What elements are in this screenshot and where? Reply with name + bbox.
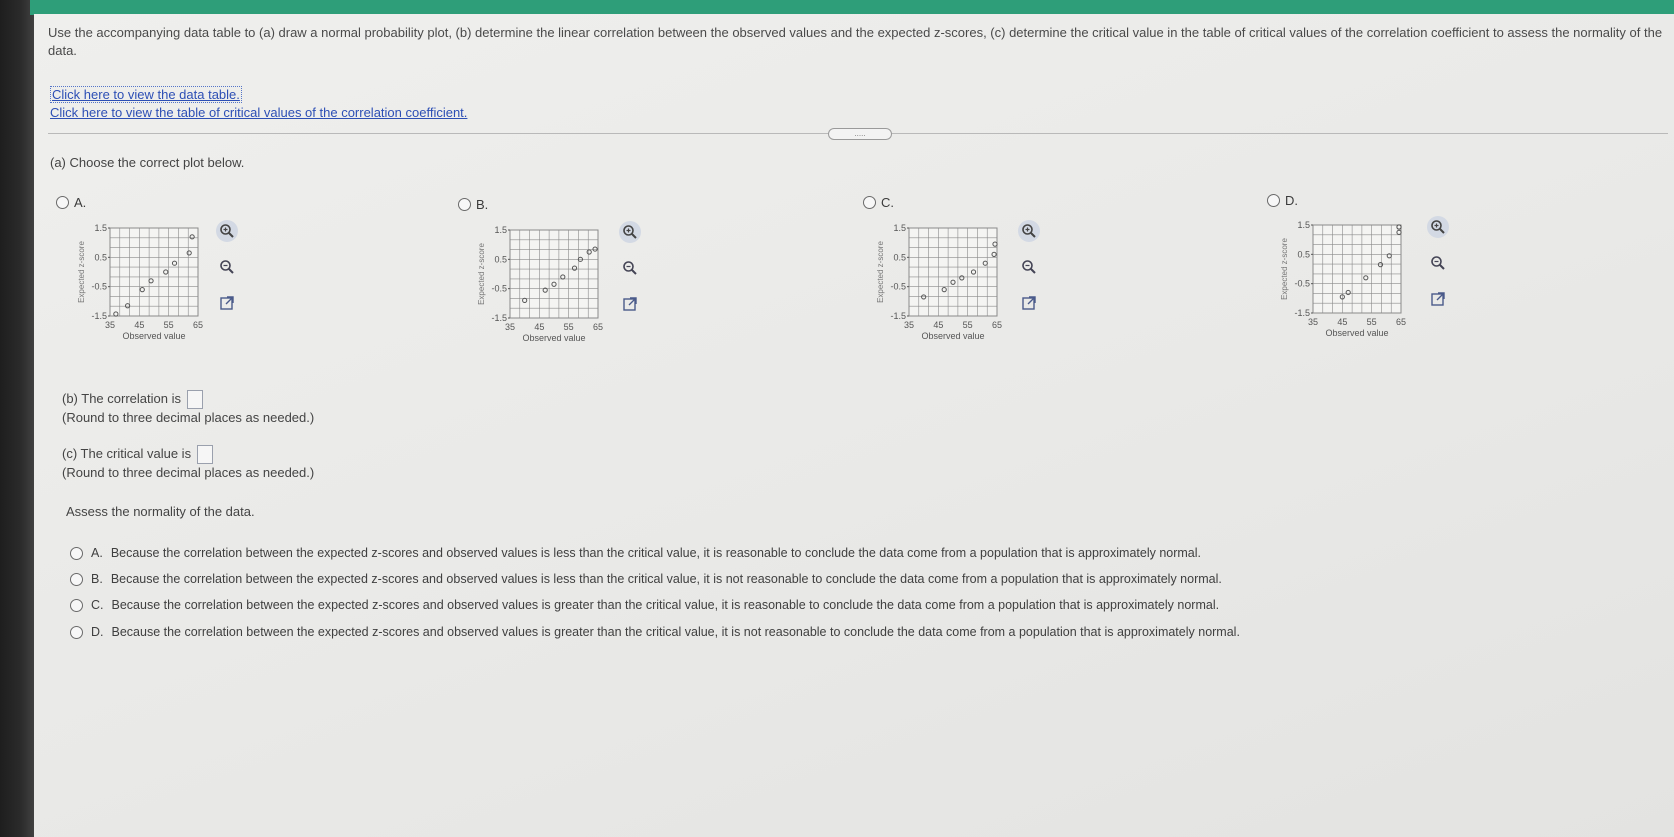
y-tick-label: 0.5 [1297,249,1310,260]
x-tick-label: 65 [592,322,604,332]
x-tick-label: 45 [534,322,545,332]
scatter-plot [464,226,614,356]
plot-option-a[interactable] [56,195,86,210]
x-tick-label: 45 [1337,317,1348,327]
y-tick-label: 1.5 [1297,220,1310,230]
y-axis-label: Expected z-score [1280,238,1289,300]
plot-option-c[interactable] [863,195,894,210]
choice-letter: D. [91,625,104,639]
plot-frame [110,228,198,316]
y-tick-label: -0.5 [890,281,906,292]
y-tick-label: -0.5 [91,281,107,292]
correlation-input[interactable] [187,390,203,409]
y-tick-label: 0.5 [94,252,107,263]
y-axis-label: Expected z-score [477,243,486,305]
plot-d [1267,221,1417,351]
scatter-plot [863,224,1013,354]
plot-b [464,226,614,356]
x-tick-label: 55 [163,320,174,330]
plot-frame [510,230,598,318]
assess-choice-b[interactable] [70,572,1222,586]
x-tick-label: 55 [563,322,574,332]
x-axis-label: Observed value [921,331,985,341]
y-tick-label: -1.5 [91,311,107,321]
x-axis-label: Observed value [522,333,586,343]
x-tick-label: 35 [504,322,516,332]
x-tick-label: 65 [991,320,1003,330]
y-axis-label: Expected z-score [77,241,86,303]
plot-c [863,224,1013,354]
zoom-out-icon[interactable] [1427,252,1449,274]
x-tick-label: 55 [962,320,973,330]
y-tick-label: 0.5 [893,252,906,263]
x-tick-label: 55 [1366,317,1377,327]
critical-values-link[interactable]: Click here to view the table of critical values of the correlation coefficient. [50,105,468,120]
y-tick-label: -0.5 [1294,278,1310,289]
y-tick-label: 1.5 [94,223,107,233]
plot-option-b[interactable] [458,197,488,212]
x-tick-label: 45 [134,320,145,330]
x-axis-label: Observed value [122,331,186,341]
option-letter: D. [1285,193,1298,208]
zoom-out-icon[interactable] [216,256,238,278]
assess-choice-d[interactable] [70,625,1240,639]
y-tick-label: -0.5 [491,283,507,294]
x-axis-label: Observed value [1325,328,1389,338]
assess-choice-c[interactable] [70,598,1219,612]
y-tick-label: -1.5 [491,313,507,323]
x-tick-label: 35 [903,320,915,330]
x-tick-label: 35 [104,320,116,330]
part-b-prompt: (b) The correlation is [62,390,181,406]
screen-bezel [0,0,30,837]
choice-letter: B. [91,572,103,586]
question-instructions: Use the accompanying data table to (a) draw a normal probability plot, (b) determine the linear correlation between the observed values and the expected z-scores, (c) determine the critical value in the table of critical values of the correlation coefficient to assess the normality of the data. [48,25,1663,58]
y-tick-label: -1.5 [890,311,906,321]
part-c-question [62,445,213,464]
zoom-out-icon[interactable] [619,257,641,279]
y-tick-label: -1.5 [1294,308,1310,318]
open-window-icon[interactable] [619,293,641,315]
radio-button[interactable] [56,196,69,209]
plot-option-d[interactable] [1267,193,1298,208]
choice-text: Because the correlation between the expected z-scores and observed values is less than the critical value, it is reasonable to conclude the data come from a population that is approximately normal. [110,546,1202,560]
zoom-in-icon[interactable] [1018,220,1040,242]
scatter-plot [64,224,214,354]
choice-text: Because the correlation between the expected z-scores and observed values is greater than the critical value, it is reasonable to conclude the data come from a population that is approximately normal. [111,598,1220,612]
option-letter: A. [74,195,87,210]
assess-prompt: Assess the normality of the data. [66,504,255,519]
expand-handle[interactable]: ..... [828,128,892,140]
assess-choice-a[interactable] [70,546,1201,560]
part-c-prompt: (c) The critical value is [62,445,192,461]
radio-button[interactable] [1267,194,1280,207]
radio-button[interactable] [70,599,83,612]
part-b-question [62,390,203,409]
open-window-icon[interactable] [216,292,238,314]
choice-text: Because the correlation between the expected z-scores and observed values is less than the critical value, it is not reasonable to conclude the data come from a population that is approximately normal. [110,572,1222,586]
y-axis-label: Expected z-score [876,241,885,303]
y-tick-label: 0.5 [494,254,507,265]
open-window-icon[interactable] [1427,288,1449,310]
x-tick-label: 45 [933,320,944,330]
option-letter: C. [881,195,894,210]
radio-button[interactable] [863,196,876,209]
y-tick-label: 1.5 [494,225,507,235]
plot-frame [909,228,997,316]
zoom-in-icon[interactable] [619,221,641,243]
choice-letter: C. [91,598,104,612]
radio-button[interactable] [70,547,83,560]
critical-value-input[interactable] [197,445,213,464]
radio-button[interactable] [70,626,83,639]
question-page [34,14,1674,837]
part-c-hint: (Round to three decimal places as needed.) [62,465,315,480]
x-tick-label: 65 [192,320,204,330]
open-window-icon[interactable] [1018,292,1040,314]
zoom-in-icon[interactable] [216,220,238,242]
y-tick-label: 1.5 [893,223,906,233]
radio-button[interactable] [458,198,471,211]
zoom-in-icon[interactable] [1427,216,1449,238]
data-table-link[interactable]: Click here to view the data table. [52,87,240,102]
plot-a [64,224,214,354]
radio-button[interactable] [70,573,83,586]
plot-frame [1313,225,1401,313]
zoom-out-icon[interactable] [1018,256,1040,278]
x-tick-label: 35 [1307,317,1319,327]
scatter-plot [1267,221,1417,351]
part-b-hint: (Round to three decimal places as needed.) [62,410,315,425]
part-a-prompt: (a) Choose the correct plot below. [50,155,245,170]
choice-letter: A. [91,546,103,560]
choice-text: Because the correlation between the expected z-scores and observed values is greater than the critical value, it is not reasonable to conclude the data come from a population that is approximately normal. [111,625,1240,639]
option-letter: B. [476,197,489,212]
x-tick-label: 65 [1395,317,1407,327]
